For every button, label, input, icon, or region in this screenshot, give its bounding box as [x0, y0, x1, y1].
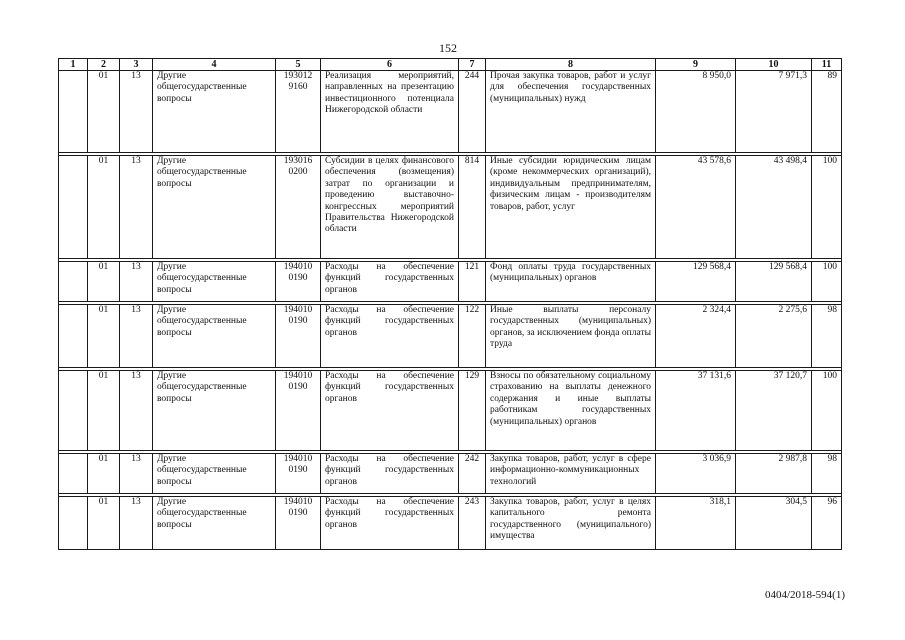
table-row	[59, 305, 842, 368]
cell-percent: 98	[812, 454, 842, 494]
cell-actual: 43 498,4	[736, 156, 812, 259]
cell-actual: 7 971,3	[736, 71, 812, 153]
table-row	[59, 71, 842, 153]
cell-target-code: 194010 0190	[276, 454, 321, 494]
cell-section-name: Другие общегосударственные вопросы	[153, 497, 276, 550]
cell-expense-code: 129	[459, 371, 486, 451]
cell-target-code: 194010 0190	[276, 305, 321, 368]
cell-section-name: Другие общегосударственные вопросы	[153, 305, 276, 368]
cell-expense-name: Взносы по обязательному социальному страхованию на выплаты денежного содержания и иные выплаты работникам государственных (муниципальных) органов	[486, 371, 656, 451]
col-header-11: 11	[812, 59, 842, 71]
cell-subsection: 13	[120, 371, 153, 451]
cell-expense-code: 242	[459, 454, 486, 494]
col-header-3: 3	[120, 59, 153, 71]
cell-subsection: 13	[120, 262, 153, 302]
cell-section-name: Другие общегосударственные вопросы	[153, 262, 276, 302]
cell-actual: 2 275,6	[736, 305, 812, 368]
cell-target-name: Субсидии в целях финансового обеспечения (возмещения) затрат по организации и проведению выставочно-конгрессных мероприятий Правительства Нижегородской области	[321, 156, 459, 259]
cell-actual: 304,5	[736, 497, 812, 550]
cell-section: 01	[88, 454, 120, 494]
cell-expense-code: 122	[459, 305, 486, 368]
cell-planned: 43 578,6	[656, 156, 736, 259]
cell-expense-name: Прочая закупка товаров, работ и услуг для обеспечения государственных (муниципальных) нужд	[486, 71, 656, 153]
cell-target-code: 193016 0200	[276, 156, 321, 259]
cell-percent: 100	[812, 262, 842, 302]
cell-expense-code: 121	[459, 262, 486, 302]
cell-section-name: Другие общегосударственные вопросы	[153, 71, 276, 153]
cell-percent: 98	[812, 305, 842, 368]
header-row	[59, 59, 842, 71]
col-header-6: 6	[321, 59, 459, 71]
cell-actual: 2 987,8	[736, 454, 812, 494]
cell-subsection: 13	[120, 497, 153, 550]
cell-target-name: Расходы на обеспечение функций государственных органов	[321, 262, 459, 302]
cell-target-code: 194010 0190	[276, 497, 321, 550]
cell-target-code: 193012 9160	[276, 71, 321, 153]
cell-actual: 129 568,4	[736, 262, 812, 302]
cell-section-name: Другие общегосударственные вопросы	[153, 454, 276, 494]
table-row	[59, 371, 842, 451]
table-row	[59, 156, 842, 259]
col-header-10: 10	[736, 59, 812, 71]
col-header-9: 9	[656, 59, 736, 71]
cell-target-name: Расходы на обеспечение функций государственных органов	[321, 497, 459, 550]
cell-percent: 100	[812, 371, 842, 451]
cell-section: 01	[88, 262, 120, 302]
cell-section-name: Другие общегосударственные вопросы	[153, 371, 276, 451]
cell-planned: 318,1	[656, 497, 736, 550]
cell-planned: 8 950,0	[656, 71, 736, 153]
cell-target-name: Реализация мероприятий, направленных на презентацию инвестиционного потенциала Нижегородской области	[321, 71, 459, 153]
cell-actual: 37 120,7	[736, 371, 812, 451]
cell-target-name: Расходы на обеспечение функций государственных органов	[321, 305, 459, 368]
cell-section: 01	[88, 371, 120, 451]
cell-section: 01	[88, 71, 120, 153]
col-header-2: 2	[88, 59, 120, 71]
col-header-8: 8	[486, 59, 656, 71]
cell-planned: 129 568,4	[656, 262, 736, 302]
cell-section: 01	[88, 305, 120, 368]
table-row	[59, 262, 842, 302]
col-header-1: 1	[59, 59, 88, 71]
cell-target-name: Расходы на обеспечение функций государственных органов	[321, 454, 459, 494]
budget-table-container	[58, 58, 842, 550]
cell-percent: 96	[812, 497, 842, 550]
cell-percent: 89	[812, 71, 842, 153]
cell-planned: 37 131,6	[656, 371, 736, 451]
page-number: 152	[439, 41, 457, 55]
cell-expense-name: Иные субсидии юридическим лицам (кроме некоммерческих организаций), индивидуальным предпринимателям, физическим лицам - производителям товаров, работ, услуг	[486, 156, 656, 259]
cell-expense-name: Иные выплаты персоналу государственных (муниципальных) органов, за исключением фонда оплаты труда	[486, 305, 656, 368]
col-header-4: 4	[153, 59, 276, 71]
col-header-5: 5	[276, 59, 321, 71]
document-code: 0404/2018-594(1)	[764, 589, 845, 601]
cell-expense-name: Закупка товаров, работ, услуг в сфере информационно-коммуникационных технологий	[486, 454, 656, 494]
cell-subsection: 13	[120, 156, 153, 259]
cell-target-code: 194010 0190	[276, 262, 321, 302]
cell-expense-code: 244	[459, 71, 486, 153]
table-row	[59, 497, 842, 550]
cell-expense-code: 243	[459, 497, 486, 550]
cell-percent: 100	[812, 156, 842, 259]
table-row	[59, 454, 842, 494]
cell-subsection: 13	[120, 71, 153, 153]
cell-subsection: 13	[120, 305, 153, 368]
cell-target-name: Расходы на обеспечение функций государственных органов	[321, 371, 459, 451]
cell-expense-name: Закупка товаров, работ, услуг в целях капитального ремонта государственного (муниципального) имущества	[486, 497, 656, 550]
cell-expense-code: 814	[459, 156, 486, 259]
cell-section: 01	[88, 156, 120, 259]
cell-planned: 3 036,9	[656, 454, 736, 494]
cell-expense-name: Фонд оплаты труда государственных (муниципальных) органов	[486, 262, 656, 302]
cell-section: 01	[88, 497, 120, 550]
col-header-7: 7	[459, 59, 486, 71]
cell-subsection: 13	[120, 454, 153, 494]
cell-target-code: 194010 0190	[276, 371, 321, 451]
budget-table	[58, 58, 842, 550]
cell-planned: 2 324,4	[656, 305, 736, 368]
cell-section-name: Другие общегосударственные вопросы	[153, 156, 276, 259]
